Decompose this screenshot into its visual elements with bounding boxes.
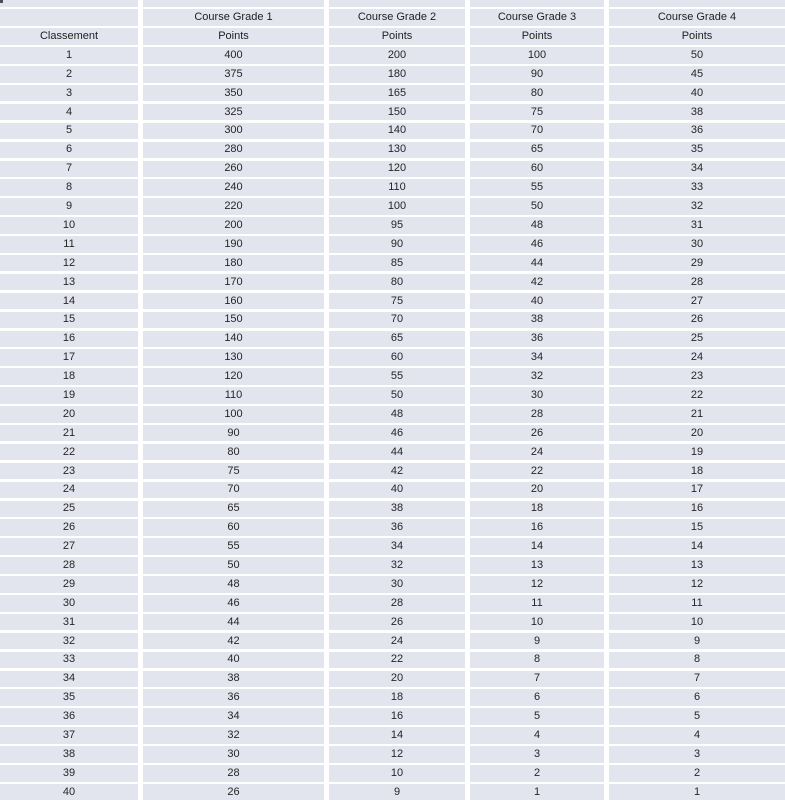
points-cell: 25	[609, 331, 785, 348]
points-cell: 40	[470, 293, 604, 310]
table-row	[0, 746, 785, 763]
table-row	[0, 123, 785, 140]
points-cell: 100	[329, 198, 465, 215]
points-cell: 70	[143, 482, 324, 499]
points-cell: 46	[143, 595, 324, 612]
points-cell: 50	[609, 47, 785, 64]
points-cell: 34	[329, 538, 465, 555]
points-cell: 5	[470, 708, 604, 725]
points-cell: 350	[143, 85, 324, 102]
points-cell: 24	[329, 633, 465, 650]
rank-cell: 26	[0, 519, 138, 536]
points-cell: 90	[143, 425, 324, 442]
classement-header-cell: Classement	[0, 28, 138, 45]
points-cell: 150	[329, 104, 465, 121]
points-cell: 32	[609, 198, 785, 215]
points-cell: 38	[143, 671, 324, 688]
points-cell: 26	[143, 784, 324, 800]
points-cell: 30	[329, 576, 465, 593]
points-cell: 42	[470, 274, 604, 291]
points-cell: 10	[329, 765, 465, 782]
points-cell: 21	[609, 406, 785, 423]
table-row	[0, 368, 785, 385]
points-cell: 42	[143, 633, 324, 650]
points-cell: 38	[470, 312, 604, 329]
points-cell: 12	[470, 576, 604, 593]
points-header-cell: Points	[470, 28, 604, 45]
points-cell: 9	[329, 784, 465, 800]
table-row	[0, 161, 785, 178]
points-cell: 75	[143, 463, 324, 480]
points-cell: 48	[329, 406, 465, 423]
group-header-cell: Course Grade 3	[470, 9, 604, 26]
points-cell: 120	[143, 368, 324, 385]
points-cell: 38	[609, 104, 785, 121]
table-row	[0, 765, 785, 782]
points-cell: 2	[470, 765, 604, 782]
points-cell: 220	[143, 198, 324, 215]
points-cell: 140	[143, 331, 324, 348]
points-cell: 18	[470, 501, 604, 518]
table-row	[0, 595, 785, 612]
points-cell: 325	[143, 104, 324, 121]
rank-cell: 28	[0, 557, 138, 574]
group-header-cell-empty	[0, 9, 138, 26]
points-cell: 34	[609, 161, 785, 178]
rank-cell: 31	[0, 614, 138, 631]
points-cell: 10	[470, 614, 604, 631]
points-cell: 4	[470, 727, 604, 744]
points-cell: 26	[470, 425, 604, 442]
points-cell: 24	[470, 444, 604, 461]
points-cell: 18	[609, 463, 785, 480]
rank-cell: 9	[0, 198, 138, 215]
points-cell: 28	[329, 595, 465, 612]
points-cell: 44	[470, 255, 604, 272]
points-cell: 11	[470, 595, 604, 612]
table-row	[0, 387, 785, 404]
table-row	[0, 85, 785, 102]
points-cell: 150	[143, 312, 324, 329]
points-cell: 120	[329, 161, 465, 178]
points-cell: 70	[470, 123, 604, 140]
points-cell: 110	[143, 387, 324, 404]
points-cell: 28	[609, 274, 785, 291]
points-cell: 32	[143, 727, 324, 744]
rank-cell: 14	[0, 293, 138, 310]
points-cell: 36	[609, 123, 785, 140]
points-cell: 46	[329, 425, 465, 442]
rank-cell: 18	[0, 368, 138, 385]
points-cell: 22	[609, 387, 785, 404]
rank-cell: 30	[0, 595, 138, 612]
rank-cell: 24	[0, 482, 138, 499]
points-cell: 15	[609, 519, 785, 536]
table-row	[0, 331, 785, 348]
table-cell	[329, 0, 465, 7]
points-cell: 23	[609, 368, 785, 385]
rank-cell: 5	[0, 123, 138, 140]
points-cell: 80	[329, 274, 465, 291]
points-cell: 14	[329, 727, 465, 744]
points-cell: 260	[143, 161, 324, 178]
points-cell: 22	[329, 652, 465, 669]
points-cell: 16	[470, 519, 604, 536]
points-cell: 180	[329, 66, 465, 83]
points-cell: 190	[143, 236, 324, 253]
points-cell: 3	[609, 746, 785, 763]
group-header-row	[0, 9, 785, 26]
points-cell: 200	[143, 217, 324, 234]
points-cell: 24	[609, 349, 785, 366]
table-row	[0, 482, 785, 499]
rank-cell: 15	[0, 312, 138, 329]
points-cell: 42	[329, 463, 465, 480]
points-cell: 50	[329, 387, 465, 404]
table-row	[0, 689, 785, 706]
points-cell: 55	[143, 538, 324, 555]
table-row	[0, 425, 785, 442]
points-cell: 35	[609, 142, 785, 159]
points-cell: 9	[470, 633, 604, 650]
points-cell: 7	[470, 671, 604, 688]
points-cell: 4	[609, 727, 785, 744]
rank-cell: 3	[0, 85, 138, 102]
rank-cell: 37	[0, 727, 138, 744]
rank-cell: 6	[0, 142, 138, 159]
rank-cell: 32	[0, 633, 138, 650]
points-cell: 30	[470, 387, 604, 404]
rank-cell: 27	[0, 538, 138, 555]
points-cell: 65	[470, 142, 604, 159]
points-cell: 28	[143, 765, 324, 782]
rank-cell: 25	[0, 501, 138, 518]
points-cell: 33	[609, 179, 785, 196]
table-row-clipped	[0, 0, 785, 7]
points-cell: 46	[470, 236, 604, 253]
rank-cell: 2	[0, 66, 138, 83]
points-cell: 6	[609, 689, 785, 706]
rank-cell: 4	[0, 104, 138, 121]
points-cell: 1	[609, 784, 785, 800]
points-cell: 17	[609, 482, 785, 499]
table-row	[0, 708, 785, 725]
table-row	[0, 519, 785, 536]
rank-cell: 17	[0, 349, 138, 366]
table-row	[0, 179, 785, 196]
points-cell: 18	[329, 689, 465, 706]
table-row	[0, 614, 785, 631]
table-row	[0, 293, 785, 310]
table-row	[0, 633, 785, 650]
column-header-row	[0, 28, 785, 45]
points-cell: 9	[609, 633, 785, 650]
points-cell: 5	[609, 708, 785, 725]
table-row	[0, 671, 785, 688]
rank-cell: 39	[0, 765, 138, 782]
table-row	[0, 727, 785, 744]
rank-cell: 1	[0, 47, 138, 64]
points-cell: 2	[609, 765, 785, 782]
points-cell: 44	[329, 444, 465, 461]
table-row	[0, 576, 785, 593]
points-cell: 75	[470, 104, 604, 121]
points-cell: 26	[609, 312, 785, 329]
table-row	[0, 406, 785, 423]
points-cell: 36	[143, 689, 324, 706]
points-cell: 28	[470, 406, 604, 423]
rank-cell: 29	[0, 576, 138, 593]
points-cell: 100	[470, 47, 604, 64]
points-cell: 90	[329, 236, 465, 253]
points-cell: 38	[329, 501, 465, 518]
rank-cell: 22	[0, 444, 138, 461]
points-cell: 40	[143, 652, 324, 669]
rank-cell: 23	[0, 463, 138, 480]
points-cell: 90	[470, 66, 604, 83]
points-cell: 29	[609, 255, 785, 272]
points-cell: 8	[470, 652, 604, 669]
points-cell: 3	[470, 746, 604, 763]
table-row	[0, 349, 785, 366]
points-cell: 50	[470, 198, 604, 215]
table-row	[0, 557, 785, 574]
table-cell	[470, 0, 604, 7]
table-row	[0, 274, 785, 291]
table-row	[0, 538, 785, 555]
table-row	[0, 463, 785, 480]
rank-cell: 16	[0, 331, 138, 348]
points-cell: 7	[609, 671, 785, 688]
points-cell: 22	[470, 463, 604, 480]
table-row	[0, 444, 785, 461]
points-cell: 36	[470, 331, 604, 348]
rank-cell: 7	[0, 161, 138, 178]
points-cell: 20	[609, 425, 785, 442]
points-cell: 170	[143, 274, 324, 291]
rank-cell: 35	[0, 689, 138, 706]
points-cell: 40	[609, 85, 785, 102]
group-header-cell: Course Grade 2	[329, 9, 465, 26]
points-cell: 55	[329, 368, 465, 385]
points-cell: 100	[143, 406, 324, 423]
table-row	[0, 217, 785, 234]
points-cell: 85	[329, 255, 465, 272]
rank-cell: 38	[0, 746, 138, 763]
rank-cell: 40	[0, 784, 138, 800]
points-cell: 13	[609, 557, 785, 574]
points-cell: 40	[329, 482, 465, 499]
points-cell: 50	[143, 557, 324, 574]
points-cell: 400	[143, 47, 324, 64]
table-body	[0, 47, 785, 800]
points-cell: 280	[143, 142, 324, 159]
points-cell: 12	[329, 746, 465, 763]
table-row	[0, 66, 785, 83]
points-cell: 60	[143, 519, 324, 536]
points-cell: 60	[470, 161, 604, 178]
table-row	[0, 47, 785, 64]
table-row	[0, 652, 785, 669]
rank-cell: 10	[0, 217, 138, 234]
rank-cell: 8	[0, 179, 138, 196]
points-cell: 55	[470, 179, 604, 196]
points-cell: 48	[143, 576, 324, 593]
points-cell: 34	[143, 708, 324, 725]
points-cell: 240	[143, 179, 324, 196]
points-cell: 75	[329, 293, 465, 310]
corner-artifact	[0, 0, 3, 3]
rank-cell: 12	[0, 255, 138, 272]
points-cell: 130	[143, 349, 324, 366]
table-cell	[0, 0, 138, 7]
table-row	[0, 255, 785, 272]
points-cell: 30	[609, 236, 785, 253]
points-cell: 34	[470, 349, 604, 366]
group-header-cell: Course Grade 4	[609, 9, 785, 26]
points-cell: 30	[143, 746, 324, 763]
rank-cell: 33	[0, 652, 138, 669]
points-cell: 65	[143, 501, 324, 518]
points-cell: 20	[329, 671, 465, 688]
points-cell: 44	[143, 614, 324, 631]
table-row	[0, 501, 785, 518]
points-cell: 165	[329, 85, 465, 102]
points-cell: 48	[470, 217, 604, 234]
points-cell: 32	[470, 368, 604, 385]
table-row	[0, 784, 785, 800]
points-cell: 13	[470, 557, 604, 574]
points-cell: 80	[143, 444, 324, 461]
table-cell	[609, 0, 785, 7]
points-cell: 36	[329, 519, 465, 536]
points-cell: 20	[470, 482, 604, 499]
points-cell: 31	[609, 217, 785, 234]
group-header-cell: Course Grade 1	[143, 9, 324, 26]
points-cell: 45	[609, 66, 785, 83]
points-cell: 8	[609, 652, 785, 669]
points-cell: 180	[143, 255, 324, 272]
rank-cell: 21	[0, 425, 138, 442]
points-cell: 60	[329, 349, 465, 366]
points-cell: 70	[329, 312, 465, 329]
rank-cell: 19	[0, 387, 138, 404]
points-cell: 130	[329, 142, 465, 159]
points-cell: 16	[329, 708, 465, 725]
rank-cell: 20	[0, 406, 138, 423]
points-cell: 1	[470, 784, 604, 800]
points-cell: 80	[470, 85, 604, 102]
points-cell: 19	[609, 444, 785, 461]
points-cell: 6	[470, 689, 604, 706]
points-cell: 14	[609, 538, 785, 555]
rank-cell: 11	[0, 236, 138, 253]
rank-cell: 13	[0, 274, 138, 291]
points-cell: 200	[329, 47, 465, 64]
points-header-cell: Points	[609, 28, 785, 45]
points-cell: 26	[329, 614, 465, 631]
points-cell: 10	[609, 614, 785, 631]
points-cell: 11	[609, 595, 785, 612]
points-cell: 95	[329, 217, 465, 234]
table-row	[0, 142, 785, 159]
points-cell: 12	[609, 576, 785, 593]
points-header-cell: Points	[143, 28, 324, 45]
points-cell: 32	[329, 557, 465, 574]
points-header-cell: Points	[329, 28, 465, 45]
points-cell: 160	[143, 293, 324, 310]
table-row	[0, 198, 785, 215]
points-cell: 300	[143, 123, 324, 140]
points-cell: 14	[470, 538, 604, 555]
table-row	[0, 236, 785, 253]
table-cell	[143, 0, 324, 7]
points-cell: 110	[329, 179, 465, 196]
points-cell: 65	[329, 331, 465, 348]
points-cell: 16	[609, 501, 785, 518]
table-row	[0, 312, 785, 329]
points-cell: 27	[609, 293, 785, 310]
table-row	[0, 104, 785, 121]
points-cell: 140	[329, 123, 465, 140]
points-cell: 375	[143, 66, 324, 83]
rank-cell: 36	[0, 708, 138, 725]
rank-cell: 34	[0, 671, 138, 688]
